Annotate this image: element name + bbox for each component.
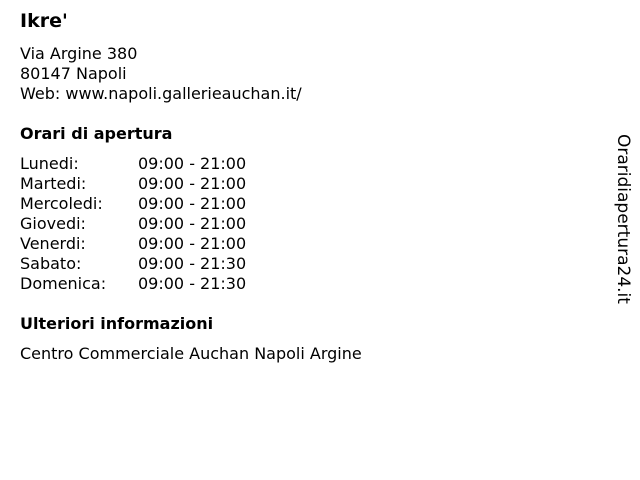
day-label: Mercoledi: [20,194,103,213]
day-label: Martedi: [20,174,87,193]
day-label: Lunedi: [20,154,79,173]
more-info-heading: Ulteriori informazioni [20,314,214,333]
time-range: 09:00 - 21:00 [138,174,247,193]
day-label: Sabato: [20,254,82,273]
website-link[interactable]: Web: www.napoli.gallerieauchan.it/ [20,84,302,103]
more-info-text: Centro Commerciale Auchan Napoli Argine [20,344,362,363]
store-name: Ikre' [20,10,68,32]
time-range: 09:00 - 21:00 [138,234,247,253]
time-range: 09:00 - 21:30 [138,274,247,293]
day-label: Domenica: [20,274,107,293]
opening-hours-heading: Orari di apertura [20,124,173,143]
time-range: 09:00 - 21:00 [138,154,247,173]
site-watermark [593,134,633,304]
watermark-text: Oraridiapertura24.it [613,134,633,304]
store-address [20,44,302,104]
time-range: 09:00 - 21:30 [138,254,247,273]
day-label: Giovedi: [20,214,86,233]
day-label: Venerdi: [20,234,86,253]
time-range: 09:00 - 21:00 [138,214,247,233]
address-city: 80147 Napoli [20,64,127,83]
time-range: 09:00 - 21:00 [138,194,247,213]
address-street: Via Argine 380 [20,44,138,63]
